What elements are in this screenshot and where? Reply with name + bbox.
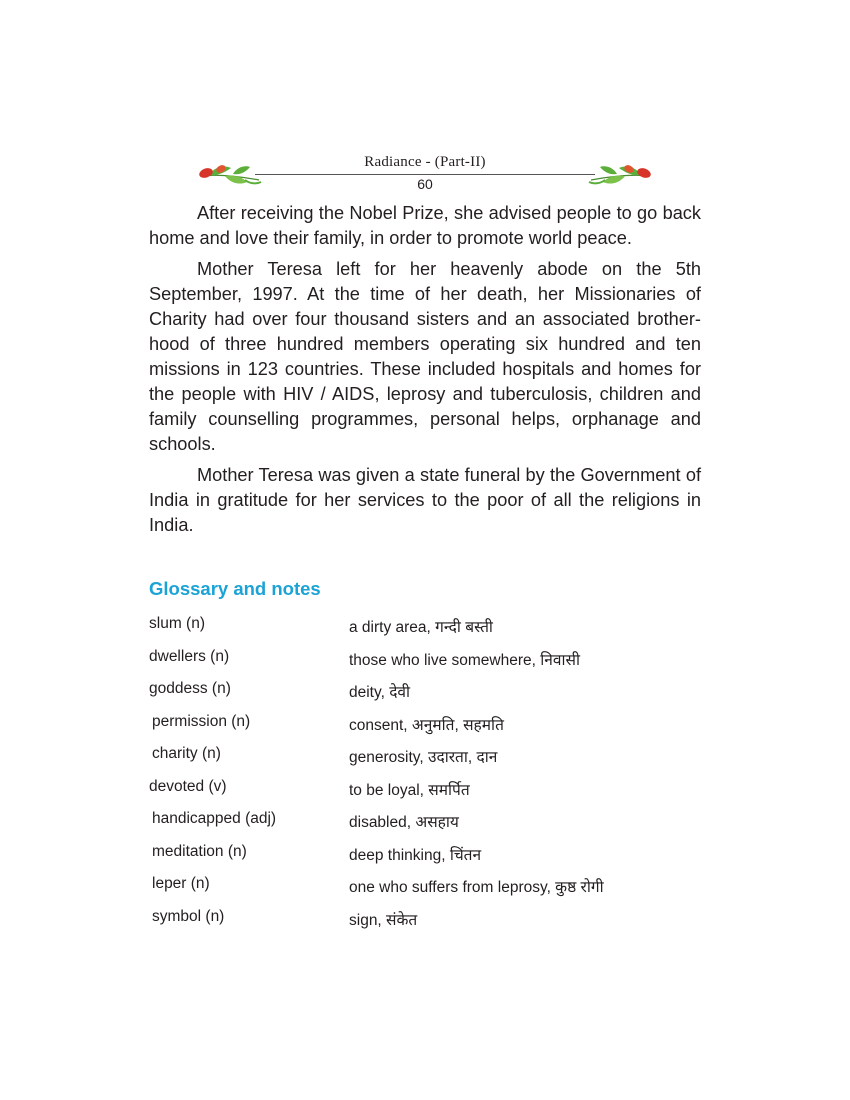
glossary-definition: deep thinking, चिंतन xyxy=(349,846,482,864)
paragraph: Mother Teresa was given a state funeral by the Government of India in gratitude for her services to the poor of all the religions in India. xyxy=(149,465,701,535)
glossary-entry xyxy=(149,680,709,713)
glossary-term: handicapped (adj) xyxy=(152,810,277,827)
glossary-definition: one who suffers from leprosy, कुष्ठ रोगी xyxy=(349,879,604,896)
glossary-list xyxy=(149,615,709,940)
page-number: 60 xyxy=(417,176,433,192)
glossary-entry xyxy=(149,843,709,876)
glossary-definition: sign, संकेत xyxy=(349,911,418,929)
glossary-entry xyxy=(149,908,709,941)
glossary-term: charity (n) xyxy=(152,745,221,762)
glossary-definition: to be loyal, समर्पित xyxy=(349,781,470,799)
paragraph: After receiving the Nobel Prize, she advised people to go back home and love their family, in order to promote world peace. xyxy=(149,203,701,248)
glossary-term: meditation (n) xyxy=(152,842,247,860)
glossary-entry xyxy=(149,615,709,648)
glossary-definition: a dirty area, गन्दी बस्ती xyxy=(349,619,493,636)
glossary-definition: those who live somewhere, निवासी xyxy=(349,651,581,669)
header-title: Radiance - (Part-II) xyxy=(364,154,486,170)
glossary-term: permission (n) xyxy=(152,712,251,730)
glossary-entry xyxy=(149,713,709,746)
glossary-definition: consent, अनुमति, सहमति xyxy=(349,716,504,734)
glossary-heading: Glossary and notes xyxy=(149,578,321,599)
glossary-term: dwellers (n) xyxy=(149,647,230,665)
glossary-term: leper (n) xyxy=(152,875,210,892)
paragraph: Mother Teresa left for her heavenly abode on the 5th September, 1997. At the time of her death, her Missionaries of Charity had over four thousand sisters and an associated brother-hood of three hundred members operating six hundred and ten missions in 123 countries. These included hospitals and homes for the people with HIV / AIDS, leprosy and tuberculosis, children and family counselling programmes, personal helps, orphanage and schools. xyxy=(149,259,701,454)
glossary-definition: disabled, असहाय xyxy=(349,814,459,831)
glossary-entry xyxy=(149,778,709,811)
main-text xyxy=(149,201,701,538)
glossary-entry xyxy=(149,745,709,778)
leaf-ornament-right-icon xyxy=(585,154,655,188)
glossary-entry xyxy=(149,810,709,843)
glossary-term: goddess (n) xyxy=(149,680,231,697)
running-header xyxy=(195,148,655,198)
glossary-definition: deity, देवी xyxy=(349,684,411,701)
glossary-definition: generosity, उदारता, दान xyxy=(349,749,498,766)
glossary-entry xyxy=(149,648,709,681)
glossary-entry xyxy=(149,875,709,908)
glossary-term: symbol (n) xyxy=(152,907,225,925)
glossary-term: devoted (v) xyxy=(149,777,227,795)
header-divider xyxy=(255,174,595,175)
glossary-term: slum (n) xyxy=(149,615,205,632)
